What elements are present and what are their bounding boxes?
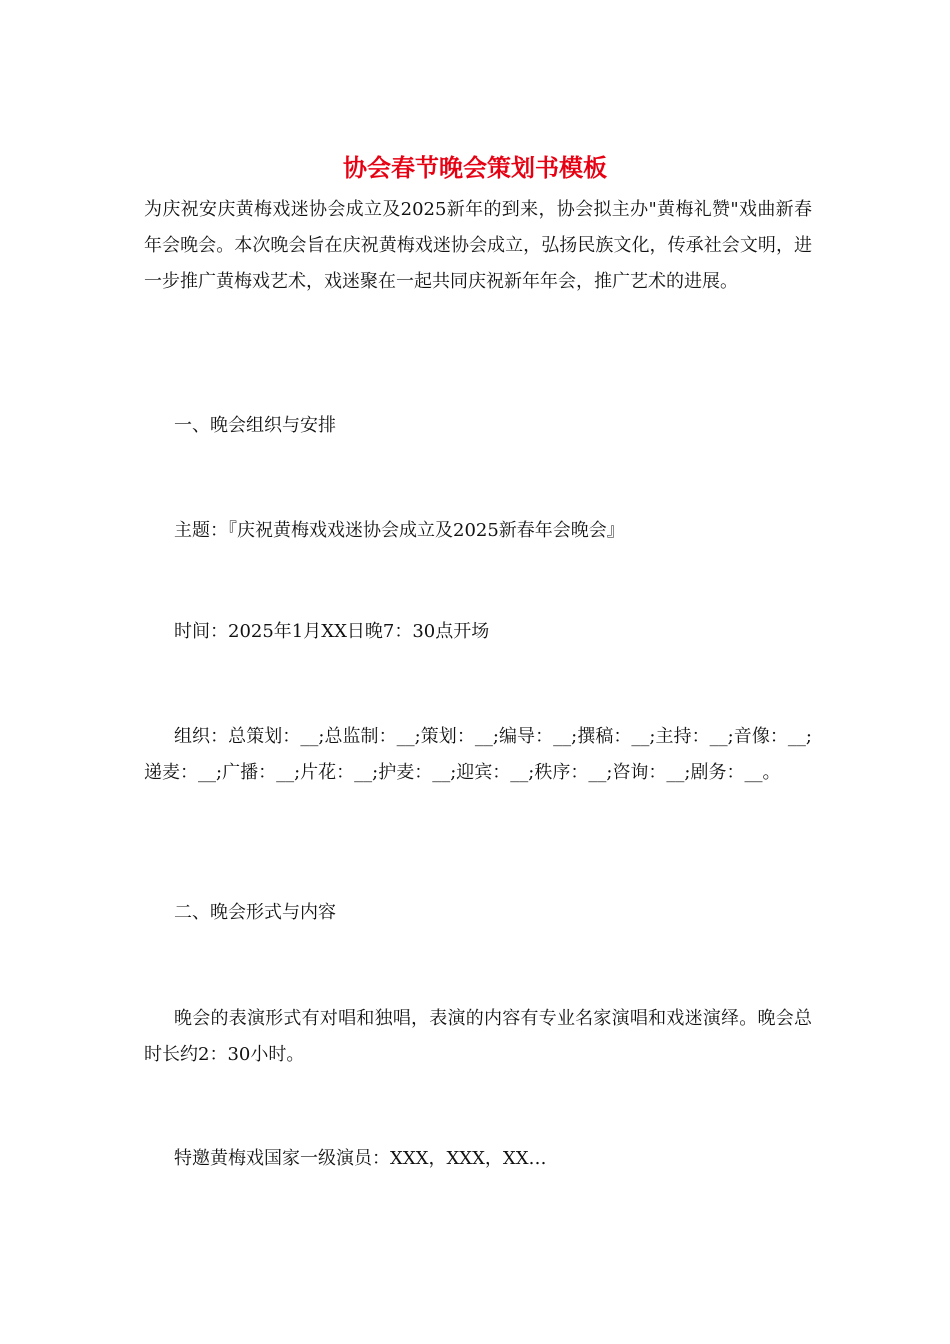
guests-paragraph: 特邀黄梅戏国家一级演员：XXX，XXX，XX…: [174, 1148, 547, 1169]
section-heading-organization: 一、晚会组织与安排: [174, 415, 336, 436]
time-paragraph: 时间：2025年1月XX日晚7：30点开场: [174, 621, 490, 642]
intro-paragraph: 为庆祝安庆黄梅戏迷协会成立及2025新年的到来，协会拟主办"黄梅礼赞"戏曲新春年会晚会。本次晚会旨在庆祝黄梅戏迷协会成立，弘扬民族文化，传承社会文明，进一步推广黄梅戏艺术，戏迷聚在一起共同庆祝新年年会，推广艺术的进展。: [144, 199, 812, 292]
format-paragraph: 晚会的表演形式有对唱和独唱，表演的内容有专业名家演唱和戏迷演绎。晚会总时长约2：30小时。: [144, 1008, 812, 1065]
section-heading-format: 二、晚会形式与内容: [174, 902, 336, 923]
organization-paragraph: 组织：总策划：__;总监制：__;策划：__;编导：__;撰稿：__;主持：__;音像：__;递麦：__;广播：__;片花：__;护麦：__;迎宾：__;秩序：__;咨询：__;剧务：__。: [144, 726, 812, 783]
document-title: 协会春节晚会策划书模板: [343, 153, 607, 182]
theme-paragraph: 主题：『庆祝黄梅戏戏迷协会成立及2025新春年会晚会』: [174, 520, 625, 541]
